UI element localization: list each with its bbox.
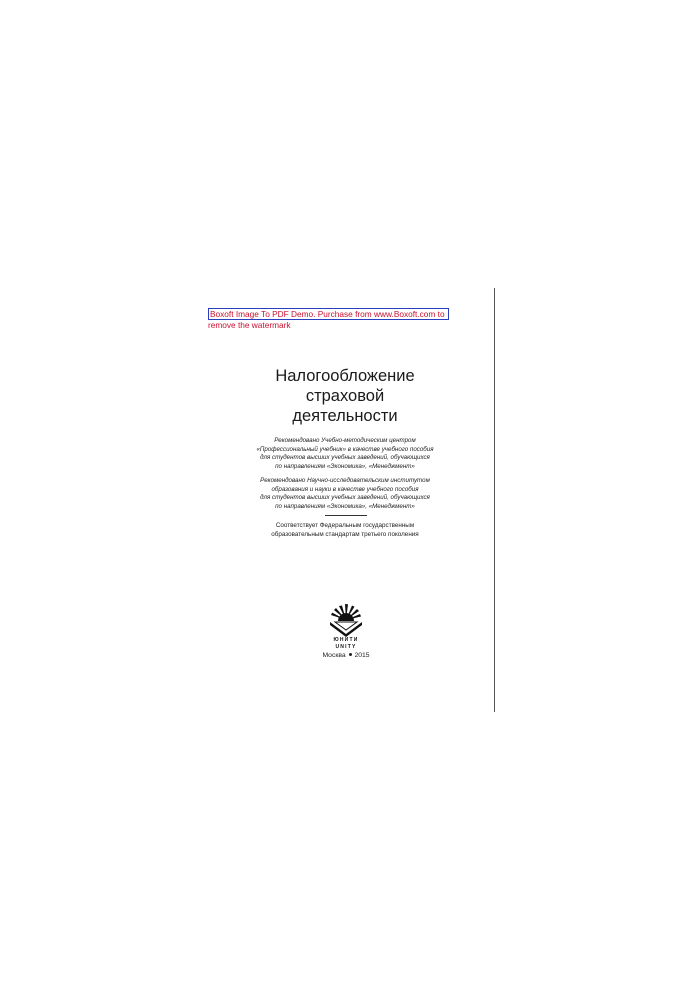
- book-title-line-3: деятельности: [292, 407, 398, 425]
- publisher-name: [316, 637, 376, 650]
- watermark: [208, 308, 449, 330]
- standard-compliance-note: [230, 522, 460, 539]
- recommendation-line: для студентов высших учебных заведений, обучающихся: [260, 494, 430, 502]
- recommendation-1: [230, 437, 460, 471]
- standard-line-2: образовательным стандартам третьего поколения: [271, 530, 419, 538]
- page-edge-line: [494, 288, 495, 712]
- recommendation-line: по направлениям «Экономика», «Менеджмент»: [275, 462, 415, 470]
- book-title: [245, 366, 445, 426]
- recommendation-2: [230, 477, 460, 511]
- divider: [325, 515, 367, 516]
- imprint-year: 2015: [354, 652, 370, 659]
- publisher-name-ru: ЮНИТИ: [333, 637, 359, 643]
- recommendation-line: образования и науки в качестве учебного пособия: [271, 485, 419, 493]
- bullet-dot-icon: [349, 653, 352, 656]
- publisher-name-en: UNITY: [335, 643, 357, 650]
- recommendation-line: по направлениям «Экономика», «Менеджмент»: [275, 502, 415, 510]
- recommendation-line: для студентов высших учебных заведений, обучающихся: [260, 454, 430, 462]
- unity-publisher-logo-icon: [326, 604, 366, 638]
- book-title-line-1: Налогообложение: [275, 367, 415, 385]
- watermark-line-2: remove the watermark: [208, 320, 291, 330]
- recommendation-line: Рекомендовано Научно-исследовательским институтом: [260, 477, 430, 484]
- watermark-line-1: Boxoft Image To PDF Demo. Purchase from www.Boxoft.com to: [208, 308, 449, 320]
- recommendation-line: «Профессиональный учебник» в качестве учебного пособия: [256, 445, 434, 453]
- recommendation-line: Рекомендовано Учебно-методическим центром: [274, 437, 416, 444]
- imprint: [300, 651, 392, 660]
- standard-line-1: Соответствует Федеральным государственным: [275, 522, 415, 529]
- imprint-city: Москва: [322, 652, 346, 659]
- book-title-line-2: страховой: [305, 387, 385, 405]
